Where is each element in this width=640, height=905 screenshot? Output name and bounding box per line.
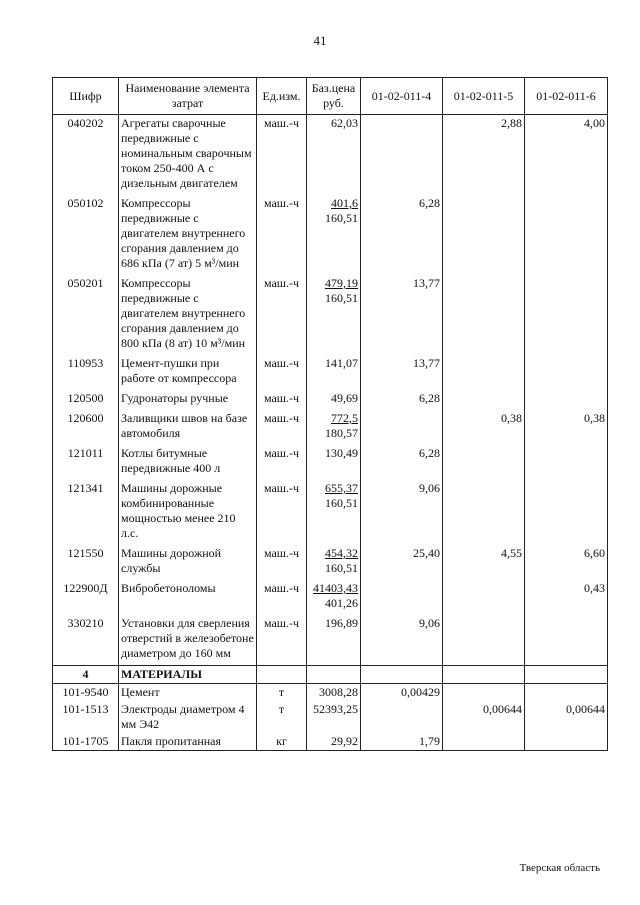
value-col-3 — [525, 480, 608, 545]
price-cell: 52393,25 — [307, 701, 361, 733]
base-price: 41403,43 — [313, 581, 358, 595]
value-col-3 — [525, 195, 608, 275]
value-col-2 — [443, 684, 525, 702]
price-cell: 29,92 — [307, 733, 361, 751]
value-col-1: 13,77 — [361, 355, 443, 390]
table-row — [53, 275, 608, 355]
unit-cell: маш.-ч — [257, 580, 307, 615]
name-cell: Машины дорожные комбинированные мощностью менее 210 л.с. — [119, 480, 257, 545]
unit-cell: маш.-ч — [257, 615, 307, 666]
value-col-1: 6,28 — [361, 195, 443, 275]
unit-cell: маш.-ч — [257, 115, 307, 196]
value-col-3 — [525, 275, 608, 355]
value-col-3 — [525, 615, 608, 666]
base-price: 141,07 — [325, 356, 358, 370]
unit-cell: маш.-ч — [257, 480, 307, 545]
header-col-1: 01-02-011-4 — [361, 78, 443, 115]
value-col-3 — [525, 445, 608, 480]
code-cell: 121011 — [53, 445, 119, 480]
table-row — [53, 733, 608, 751]
wage-price: 160,51 — [325, 496, 358, 510]
base-price: 196,89 — [325, 616, 358, 630]
header-price: Баз.цена руб. — [307, 78, 361, 115]
value-col-2 — [443, 615, 525, 666]
footer-region: Тверская область — [519, 862, 600, 874]
code-cell: 050102 — [53, 195, 119, 275]
table-row — [53, 410, 608, 445]
price-cell — [307, 115, 361, 196]
name-cell: Гудронаторы ручные — [119, 390, 257, 410]
value-col-3 — [525, 684, 608, 702]
code-cell: 050201 — [53, 275, 119, 355]
name-cell: Агрегаты сварочные передвижные с номинальным сварочным током 250-400 А с дизельным двигателем — [119, 115, 257, 196]
value-col-3: 6,60 — [525, 545, 608, 580]
value-col-3 — [525, 355, 608, 390]
code-cell: 120600 — [53, 410, 119, 445]
wage-price: 180,57 — [325, 426, 358, 440]
code-cell: 101-1513 — [53, 701, 119, 733]
base-price: 655,37 — [325, 481, 358, 495]
value-col-2: 0,38 — [443, 410, 525, 445]
value-col-1: 1,79 — [361, 733, 443, 751]
price-cell — [307, 580, 361, 615]
value-col-2 — [443, 480, 525, 545]
name-cell: Пакля пропитанная — [119, 733, 257, 751]
base-price: 454,32 — [325, 546, 358, 560]
price-cell — [307, 445, 361, 480]
value-col-2 — [443, 355, 525, 390]
value-col-1 — [361, 580, 443, 615]
unit-cell: маш.-ч — [257, 445, 307, 480]
table-row — [53, 195, 608, 275]
materials-body — [53, 666, 608, 751]
price-cell: 3008,28 — [307, 684, 361, 702]
name-cell: Котлы битумные передвижные 400 л — [119, 445, 257, 480]
name-cell: Заливщики швов на базе автомобиля — [119, 410, 257, 445]
header-col-3: 01-02-011-6 — [525, 78, 608, 115]
unit-cell: маш.-ч — [257, 410, 307, 445]
price-cell — [307, 615, 361, 666]
price-cell — [307, 195, 361, 275]
table-row — [53, 355, 608, 390]
rates-table — [52, 77, 608, 751]
table-row — [53, 545, 608, 580]
machines-body — [53, 115, 608, 666]
value-col-1 — [361, 115, 443, 196]
value-col-1: 25,40 — [361, 545, 443, 580]
wage-price: 160,51 — [325, 561, 358, 575]
value-col-2 — [443, 733, 525, 751]
code-cell: 110953 — [53, 355, 119, 390]
name-cell: Цемент — [119, 684, 257, 702]
table-row — [53, 701, 608, 733]
price-cell — [307, 480, 361, 545]
value-col-1: 6,28 — [361, 445, 443, 480]
header-unit: Ед.изм. — [257, 78, 307, 115]
unit-cell: маш.-ч — [257, 195, 307, 275]
value-col-3 — [525, 390, 608, 410]
value-col-1: 6,28 — [361, 390, 443, 410]
value-col-1: 9,06 — [361, 615, 443, 666]
code-cell: 122900Д — [53, 580, 119, 615]
price-cell — [307, 410, 361, 445]
value-col-2 — [443, 195, 525, 275]
value-col-1: 0,00429 — [361, 684, 443, 702]
price-cell — [307, 355, 361, 390]
value-col-2 — [443, 390, 525, 410]
base-price: 62,03 — [331, 116, 358, 130]
price-cell — [307, 545, 361, 580]
wage-price: 160,51 — [325, 211, 358, 225]
table-row — [53, 615, 608, 666]
value-col-2: 0,00644 — [443, 701, 525, 733]
price-cell — [307, 390, 361, 410]
value-col-3: 0,00644 — [525, 701, 608, 733]
unit-cell: маш.-ч — [257, 545, 307, 580]
code-cell: 101-1705 — [53, 733, 119, 751]
table-row — [53, 115, 608, 196]
base-price: 49,69 — [331, 391, 358, 405]
value-col-2: 4,55 — [443, 545, 525, 580]
code-cell: 040202 — [53, 115, 119, 196]
name-cell: Компрессоры передвижные с двигателем внутреннего сгорания давлением до 686 кПа (7 ат) 5 м³/мин — [119, 195, 257, 275]
code-cell: 101-9540 — [53, 684, 119, 702]
base-price: 772,5 — [331, 411, 358, 425]
name-cell: Вибробетоноломы — [119, 580, 257, 615]
value-col-3: 0,38 — [525, 410, 608, 445]
header-name: Наименование элемента затрат — [119, 78, 257, 115]
wage-price: 401,26 — [325, 596, 358, 610]
value-col-1: 9,06 — [361, 480, 443, 545]
base-price: 401,6 — [331, 196, 358, 210]
value-col-2 — [443, 580, 525, 615]
unit-cell: кг — [257, 733, 307, 751]
section-title: МАТЕРИАЛЫ — [119, 666, 257, 684]
table-row — [53, 390, 608, 410]
section-code: 4 — [53, 666, 119, 684]
unit-cell: маш.-ч — [257, 390, 307, 410]
unit-cell: т — [257, 684, 307, 702]
name-cell: Компрессоры передвижные с двигателем внутреннего сгорания давлением до 800 кПа (8 ат) 10 м³/мин — [119, 275, 257, 355]
value-col-3: 0,43 — [525, 580, 608, 615]
unit-cell: маш.-ч — [257, 275, 307, 355]
table-row — [53, 580, 608, 615]
header-col-2: 01-02-011-5 — [443, 78, 525, 115]
wage-price: 160,51 — [325, 291, 358, 305]
page-number: 41 — [313, 33, 327, 48]
value-col-1 — [361, 701, 443, 733]
table-row — [53, 445, 608, 480]
table-row — [53, 480, 608, 545]
value-col-2 — [443, 445, 525, 480]
value-col-3: 4,00 — [525, 115, 608, 196]
value-col-1 — [361, 410, 443, 445]
unit-cell: т — [257, 701, 307, 733]
value-col-1: 13,77 — [361, 275, 443, 355]
code-cell: 121550 — [53, 545, 119, 580]
name-cell: Установки для сверления отверстий в железобетоне диаметром до 160 мм — [119, 615, 257, 666]
unit-cell: маш.-ч — [257, 355, 307, 390]
value-col-2 — [443, 275, 525, 355]
header-row — [53, 78, 608, 115]
value-col-3 — [525, 733, 608, 751]
base-price: 130,49 — [325, 446, 358, 460]
price-cell — [307, 275, 361, 355]
section-row — [53, 666, 608, 684]
header-code: Шифр — [53, 78, 119, 115]
base-price: 479,19 — [325, 276, 358, 290]
code-cell: 120500 — [53, 390, 119, 410]
name-cell: Машины дорожной службы — [119, 545, 257, 580]
code-cell: 121341 — [53, 480, 119, 545]
name-cell: Электроды диаметром 4 мм Э42 — [119, 701, 257, 733]
code-cell: 330210 — [53, 615, 119, 666]
value-col-2: 2,88 — [443, 115, 525, 196]
table-row — [53, 684, 608, 702]
name-cell: Цемент-пушки при работе от компрессора — [119, 355, 257, 390]
